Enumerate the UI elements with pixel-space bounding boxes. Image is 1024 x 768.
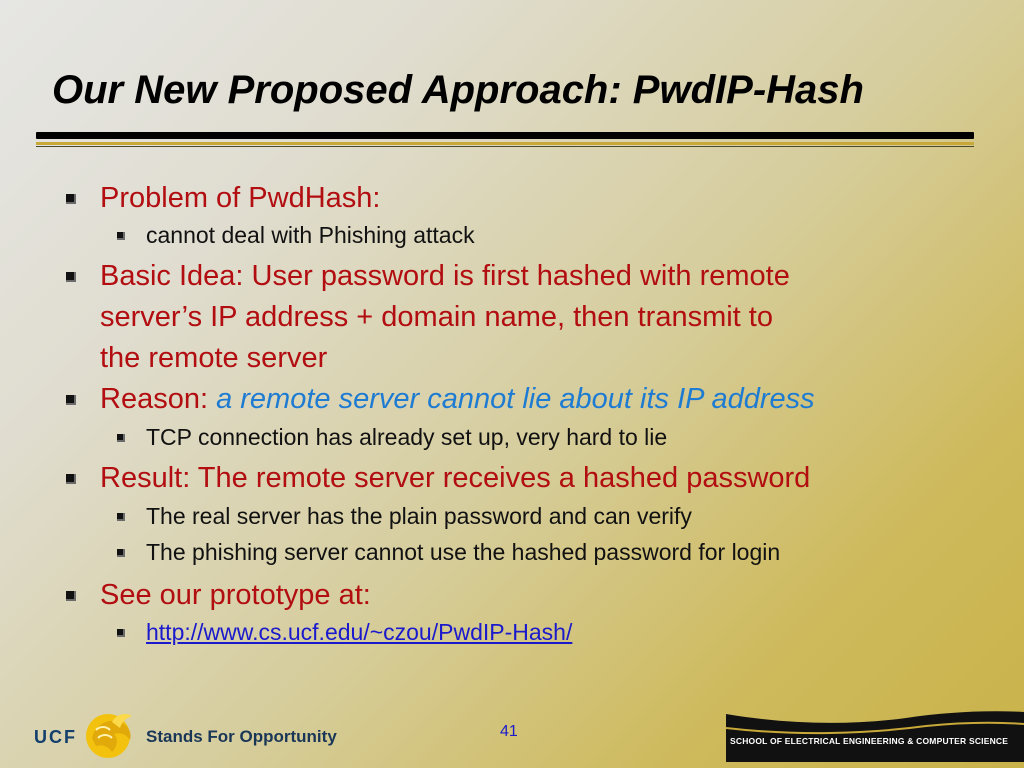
square-bullet-icon — [117, 232, 125, 240]
square-bullet-icon — [66, 591, 76, 601]
square-bullet-icon — [66, 272, 76, 282]
bullet-text-line: the remote server — [100, 342, 328, 374]
ucf-logo-text: UCF — [34, 727, 77, 747]
sub-bullet-text: TCP connection has already set up, very hard to lie — [146, 424, 668, 450]
bullet-text-line: server’s IP address + domain name, then transmit to — [100, 301, 773, 333]
sub-bullet-text: cannot deal with Phishing attack — [146, 222, 475, 248]
sub-bullet-item — [146, 617, 572, 647]
square-bullet-icon — [66, 395, 76, 405]
school-banner-text: SCHOOL OF ELECTRICAL ENGINEERING & COMPUTER SCIENCE — [730, 736, 1009, 746]
bullet-text: Reason: — [100, 383, 217, 415]
bullet-continuation — [100, 297, 773, 338]
square-bullet-icon — [117, 434, 125, 442]
pegasus-logo-icon — [82, 708, 138, 760]
bullet-text: Problem of PwdHash: — [100, 182, 381, 214]
square-bullet-icon — [117, 629, 125, 637]
sub-bullet-item — [146, 501, 692, 531]
bullet-item — [100, 178, 380, 219]
bullet-item — [100, 379, 815, 420]
sub-bullet-item — [146, 220, 475, 250]
bullet-text: Result: The remote server receives a hashed password — [100, 462, 811, 494]
bullet-continuation — [100, 338, 327, 379]
school-banner-icon — [726, 708, 1024, 762]
bullet-item — [100, 458, 810, 499]
bullet-item — [100, 575, 371, 616]
sub-bullet-text: The phishing server cannot use the hashed password for login — [146, 539, 781, 565]
page-number: 41 — [500, 723, 518, 740]
sub-bullet-text: The real server has the plain password and can verify — [146, 503, 692, 529]
tagline: Stands For Opportunity — [146, 727, 337, 746]
sub-bullet-item — [146, 537, 780, 567]
sub-bullet-item — [146, 422, 667, 452]
square-bullet-icon — [66, 194, 76, 204]
bullet-text: See our prototype at: — [100, 579, 371, 611]
bullet-item — [100, 256, 790, 297]
slide-title: Our New Proposed Approach: PwdIP-Hash — [52, 68, 864, 112]
bullet-text-line: Basic Idea: User password is first hashed with remote — [100, 260, 790, 292]
square-bullet-icon — [66, 474, 76, 484]
square-bullet-icon — [117, 549, 125, 557]
square-bullet-icon — [117, 513, 125, 521]
bullet-emphasis: a remote server cannot lie about its IP address — [216, 383, 815, 415]
prototype-link[interactable]: http://www.cs.ucf.edu/~czou/PwdIP-Hash/ — [146, 619, 573, 645]
